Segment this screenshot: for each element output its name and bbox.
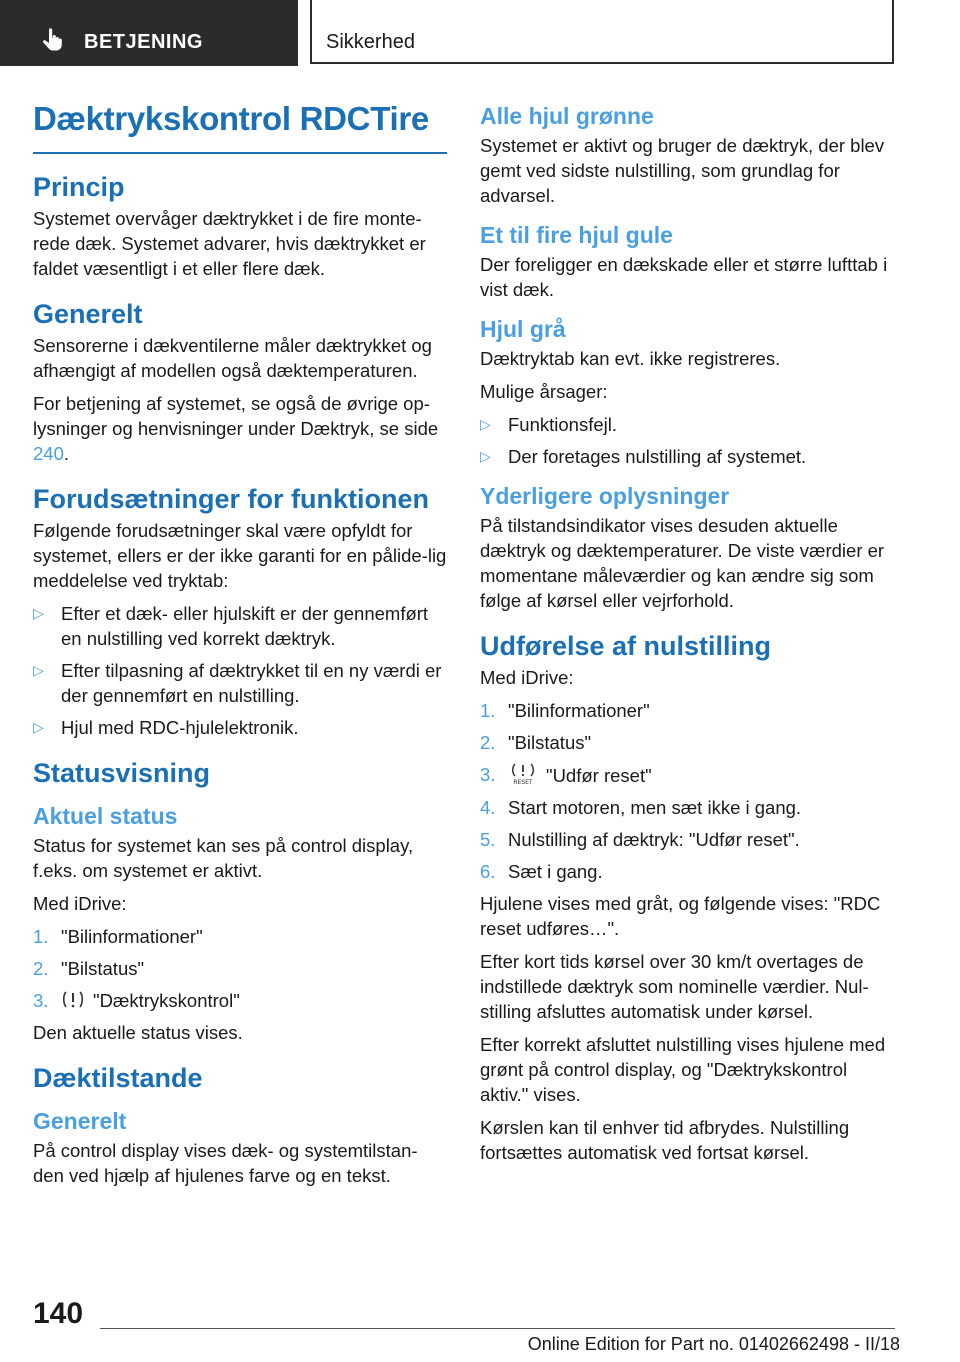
list-item	[480, 795, 900, 820]
list-item	[480, 859, 900, 884]
page-header	[0, 0, 960, 66]
triangle-bullet-icon: ▷	[33, 662, 44, 678]
step-text: "Dæktrykskontrol"	[93, 990, 240, 1011]
step-number: 6.	[480, 861, 496, 882]
step-text: Nulstilling af dæktryk: "Udfør reset".	[508, 829, 800, 850]
princip-text: Systemet overvåger dæktrykket i de fire monte-rede dæk. Systemet advarer, hvis dæktrykket er faldet væsentligt i et eller flere dæk.	[33, 208, 426, 279]
step-number: 1.	[33, 926, 49, 947]
step-number: 2.	[480, 732, 496, 753]
list-item	[33, 956, 447, 981]
list-item	[480, 730, 900, 755]
heading-princip: Princip	[33, 172, 125, 202]
reference-end: .	[63, 443, 70, 464]
section-tab[interactable]	[310, 0, 894, 64]
step-text: "Bilstatus"	[61, 958, 145, 979]
heading-aktuel-status: Aktuel status	[33, 803, 178, 829]
triangle-bullet-icon: ▷	[33, 719, 44, 735]
list-item	[480, 762, 900, 788]
heading-alle-hjul-groenne: Alle hjul grønne	[480, 103, 654, 129]
forudsaetninger-text: Følgende forudsætninger skal være opfyldt for systemet, ellers er der ikke garanti for en pålide-lig meddelelse ved tryktab:	[33, 520, 447, 591]
reference-text: For betjening af systemet, se også de øvrige op-lysninger og henvisninger under Dæktryk, se side	[33, 393, 439, 439]
list-item	[33, 658, 447, 708]
graa-causes-label: Mulige årsager:	[480, 381, 608, 402]
heading-yderligere: Yderligere oplysninger	[480, 483, 730, 509]
heading-gule: Et til fire hjul gule	[480, 222, 673, 248]
step-number: 5.	[480, 829, 496, 850]
heading-hjul-graa: Hjul grå	[480, 316, 566, 342]
tire-warning-icon	[61, 989, 85, 1011]
heading-daektilstande-generelt: Generelt	[33, 1108, 127, 1134]
chapter-tab[interactable]	[0, 0, 298, 66]
list-item	[480, 444, 900, 469]
chapter-label: BETJENING	[84, 31, 203, 53]
step-number: 3.	[480, 764, 496, 785]
reset-icon-text: RESET	[513, 779, 533, 786]
step-text: "Udfør reset"	[546, 765, 652, 786]
step-text: "Bilinformationer"	[508, 700, 650, 721]
generelt-reference	[33, 391, 447, 466]
edition-text: Online Edition for Part no. 01402662498 - II/18	[527, 1334, 900, 1354]
status-steps	[33, 924, 447, 1013]
step-text: "Bilstatus"	[508, 732, 592, 753]
footer-divider	[100, 1328, 895, 1329]
step-text: Start motoren, men sæt ikke i gang.	[508, 797, 802, 818]
list-item-text: Der foretages nulstilling af systemet.	[508, 446, 807, 467]
statusvisning-text: Status for systemet kan ses på control display, f.eks. om systemet er aktivt.	[33, 835, 414, 881]
section-label: Sikkerhed	[326, 31, 415, 53]
list-item	[480, 412, 900, 437]
graa-text: Dæktryktab kan evt. ikke registreres.	[480, 348, 781, 369]
idrive-label: Med iDrive:	[33, 893, 127, 914]
list-item	[480, 827, 900, 852]
list-item	[33, 601, 447, 651]
heading-generelt: Generelt	[33, 299, 143, 329]
page-title: Dæktrykskontrol RDCTire	[33, 100, 447, 154]
list-item	[33, 715, 447, 740]
daektilstande-text: På control display vises dæk- og systemtilstan-den ved hjælp af hjulenes farve og en tekst.	[33, 1140, 418, 1186]
step-number: 3.	[33, 990, 49, 1011]
list-item	[33, 988, 447, 1013]
list-item-text: Efter et dæk- eller hjulskift er der gennemført en nulstilling ved korrekt dæktryk.	[61, 603, 429, 649]
udfoerelse-p4: Kørslen kan til enhver tid afbrydes. Nulstilling fortsættes automatisk ved fortsat kørsel.	[480, 1117, 850, 1163]
step-number: 1.	[480, 700, 496, 721]
step-number: 4.	[480, 797, 496, 818]
forudsaetninger-list	[33, 601, 447, 740]
step-number: 2.	[33, 958, 49, 979]
tire-reset-icon	[508, 762, 538, 786]
list-item-text: Funktionsfejl.	[508, 414, 617, 435]
list-item	[480, 698, 900, 723]
gule-text: Der foreligger en dækskade eller et større lufttab i vist dæk.	[480, 254, 888, 300]
heading-statusvisning: Statusvisning	[33, 758, 211, 788]
step-text: Sæt i gang.	[508, 861, 603, 882]
reset-steps	[480, 698, 900, 884]
heading-daektilstande: Dæktilstande	[33, 1063, 203, 1093]
hand-pointer-icon	[40, 28, 64, 52]
list-item	[33, 924, 447, 949]
triangle-bullet-icon: ▷	[480, 416, 491, 432]
generelt-text: Sensorerne i dækventilerne måler dæktrykket og afhængigt af modellen også dæktemperaturen.	[33, 335, 432, 381]
yderligere-text: På tilstandsindikator vises desuden aktuelle dæktryk og dæktemperaturer. De viste værdier er momentane måleværdier og kan ændre sig som følge af kørsel eller vejrforhold.	[480, 515, 885, 611]
step-text: "Bilinformationer"	[61, 926, 203, 947]
list-item-text: Efter tilpasning af dæktrykket til en ny værdi er der gennemført en nulstilling.	[61, 660, 442, 706]
list-item-text: Hjul med RDC-hjulelektronik.	[61, 717, 299, 738]
left-column	[33, 100, 447, 1196]
heading-udfoerelse: Udførelse af nulstilling	[480, 631, 772, 661]
graa-list	[480, 412, 900, 469]
status-result: Den aktuelle status vises.	[33, 1022, 243, 1043]
page-number: 140	[33, 1297, 84, 1330]
groenne-text: Systemet er aktivt og bruger de dæktryk, der blev gemt ved sidste nulstilling, som grundlag for advarsel.	[480, 135, 885, 206]
idrive-label: Med iDrive:	[480, 667, 574, 688]
udfoerelse-p2: Efter kort tids kørsel over 30 km/t overtages de indstillede dæktryk som nominelle værdier. Nul-stilling afsluttes automatisk under kørsel.	[480, 951, 869, 1022]
udfoerelse-p1: Hjulene vises med gråt, og følgende vises: "RDC reset udføres…".	[480, 893, 881, 939]
triangle-bullet-icon: ▷	[480, 448, 491, 464]
right-column	[480, 100, 900, 1173]
udfoerelse-p3: Efter korrekt afsluttet nulstilling vises hjulene med grønt på control display, og "Dæktrykskontrol aktiv." vises.	[480, 1034, 886, 1105]
page-link[interactable]: 240	[33, 443, 64, 464]
triangle-bullet-icon: ▷	[33, 605, 44, 621]
heading-forudsaetninger: Forudsætninger for funktionen	[33, 484, 429, 514]
